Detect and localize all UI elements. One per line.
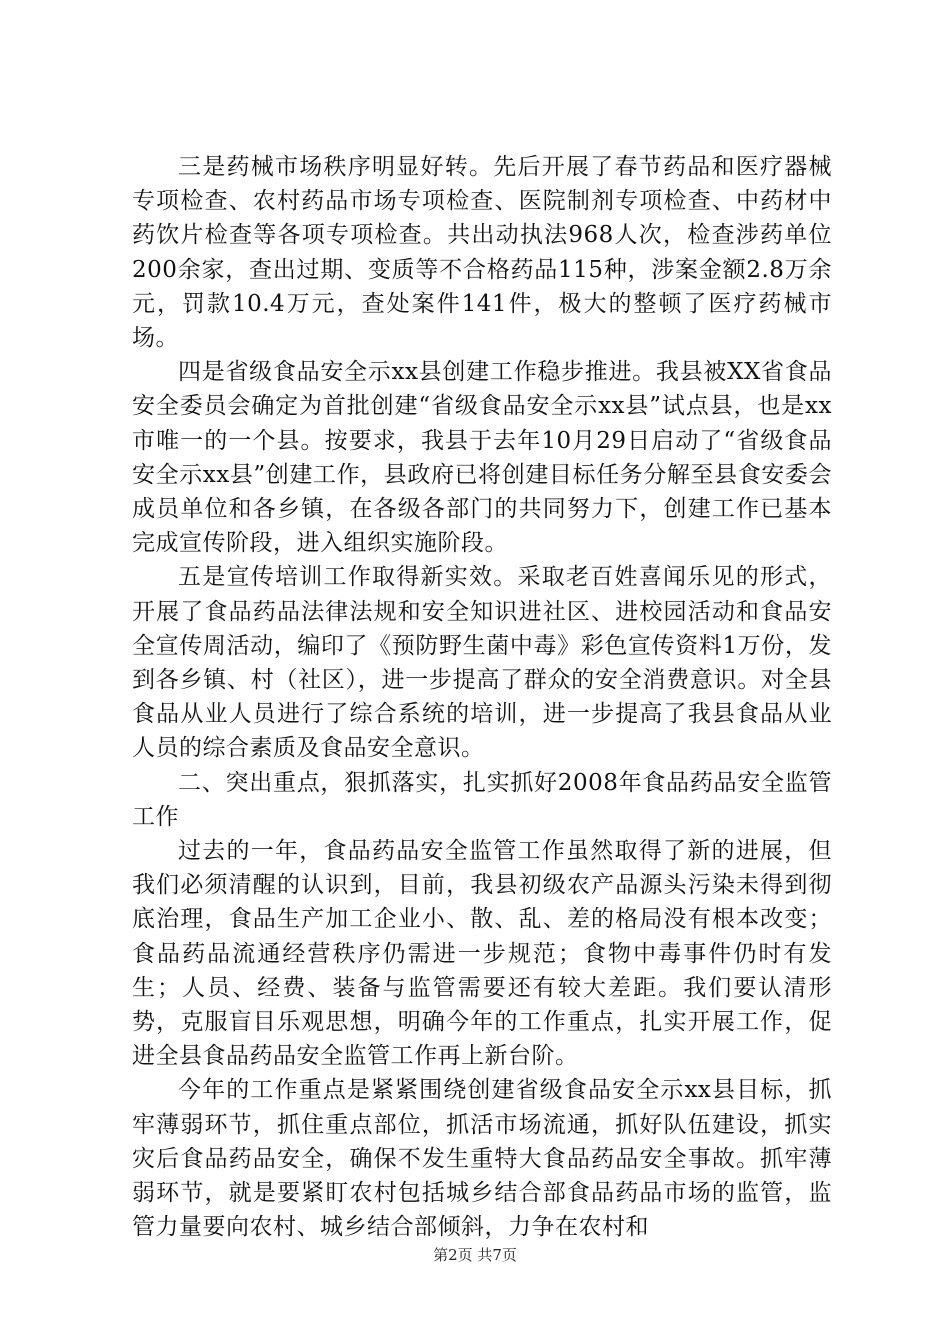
paragraph-situation: 过去的一年，食品药品安全监管工作虽然取得了新的进展，但我们必须清醒的认识到，目前，我县初级农产品源头污染未得到彻底治理，食品生产加工企业小、散、乱、差的格局没有根本改变；食品药品流通经营秩序仍需进一步规范；食物中毒事件仍时有发生；人员、经费、装备与监管需要还有较大差距。我们要认清形势，克服盲目乐观思想，明确今年的工作重点，扎实开展工作，促进全县食品药品安全监管工作再上新台阶。 bbox=[132, 838, 832, 1070]
paragraph-priorities: 今年的工作重点是紧紧围绕创建省级食品安全示xx县目标，抓牢薄弱环节，抓住重点部位，抓活市场流通，抓好队伍建设，抓实灾后食品药品安全，确保不发生重特大食品药品安全事故。抓牢薄弱环节，就是要紧盯农村包括城乡结合部食品药品市场的监管，监管力量要向农村、城乡结合部倾斜，力争在农村和 bbox=[132, 1077, 832, 1241]
section-heading: 二、突出重点，狠抓落实，扎实抓好2008年食品药品安全监管工作 bbox=[132, 769, 832, 830]
document-body bbox=[132, 150, 832, 1245]
paragraph-item-three: 三是药械市场秩序明显好转。先后开展了春节药品和医疗器械专项检查、农村药品市场专项检查、医院制剂专项检查、中药材中药饮片检查等各项专项检查。共出动执法968人次，检查涉药单位200余家，查出过期、变质等不合格药品115种，涉案金额2.8万余元，罚款10.4万元，查处案件141件，极大的整顿了医疗药械市场。 bbox=[132, 154, 832, 352]
paragraph-item-five: 五是宣传培训工作取得新实效。采取老百姓喜闻乐见的形式，开展了食品药品法律法规和安全知识进社区、进校园活动和食品安全宣传周活动，编印了《预防野生菌中毒》彩色宣传资料1万份，发到各乡镇、村（社区），进一步提高了群众的安全消费意识。对全县食品从业人员进行了综合系统的培训，进一步提高了我县食品从业人员的综合素质及食品安全意识。 bbox=[132, 564, 832, 762]
paragraph-item-four: 四是省级食品安全示xx县创建工作稳步推进。我县被XX省食品安全委员会确定为首批创建“省级食品安全示xx县”试点县，也是xx市唯一的一个县。按要求，我县于去年10月29日启动了“省级食品安全示xx县”创建工作，县政府已将创建目标任务分解至县食安委会成员单位和各乡镇，在各级各部门的共同努力下，创建工作已基本完成宣传阶段，进入组织实施阶段。 bbox=[132, 359, 832, 557]
page-number-footer: 第2页 共7页 bbox=[433, 1246, 517, 1264]
